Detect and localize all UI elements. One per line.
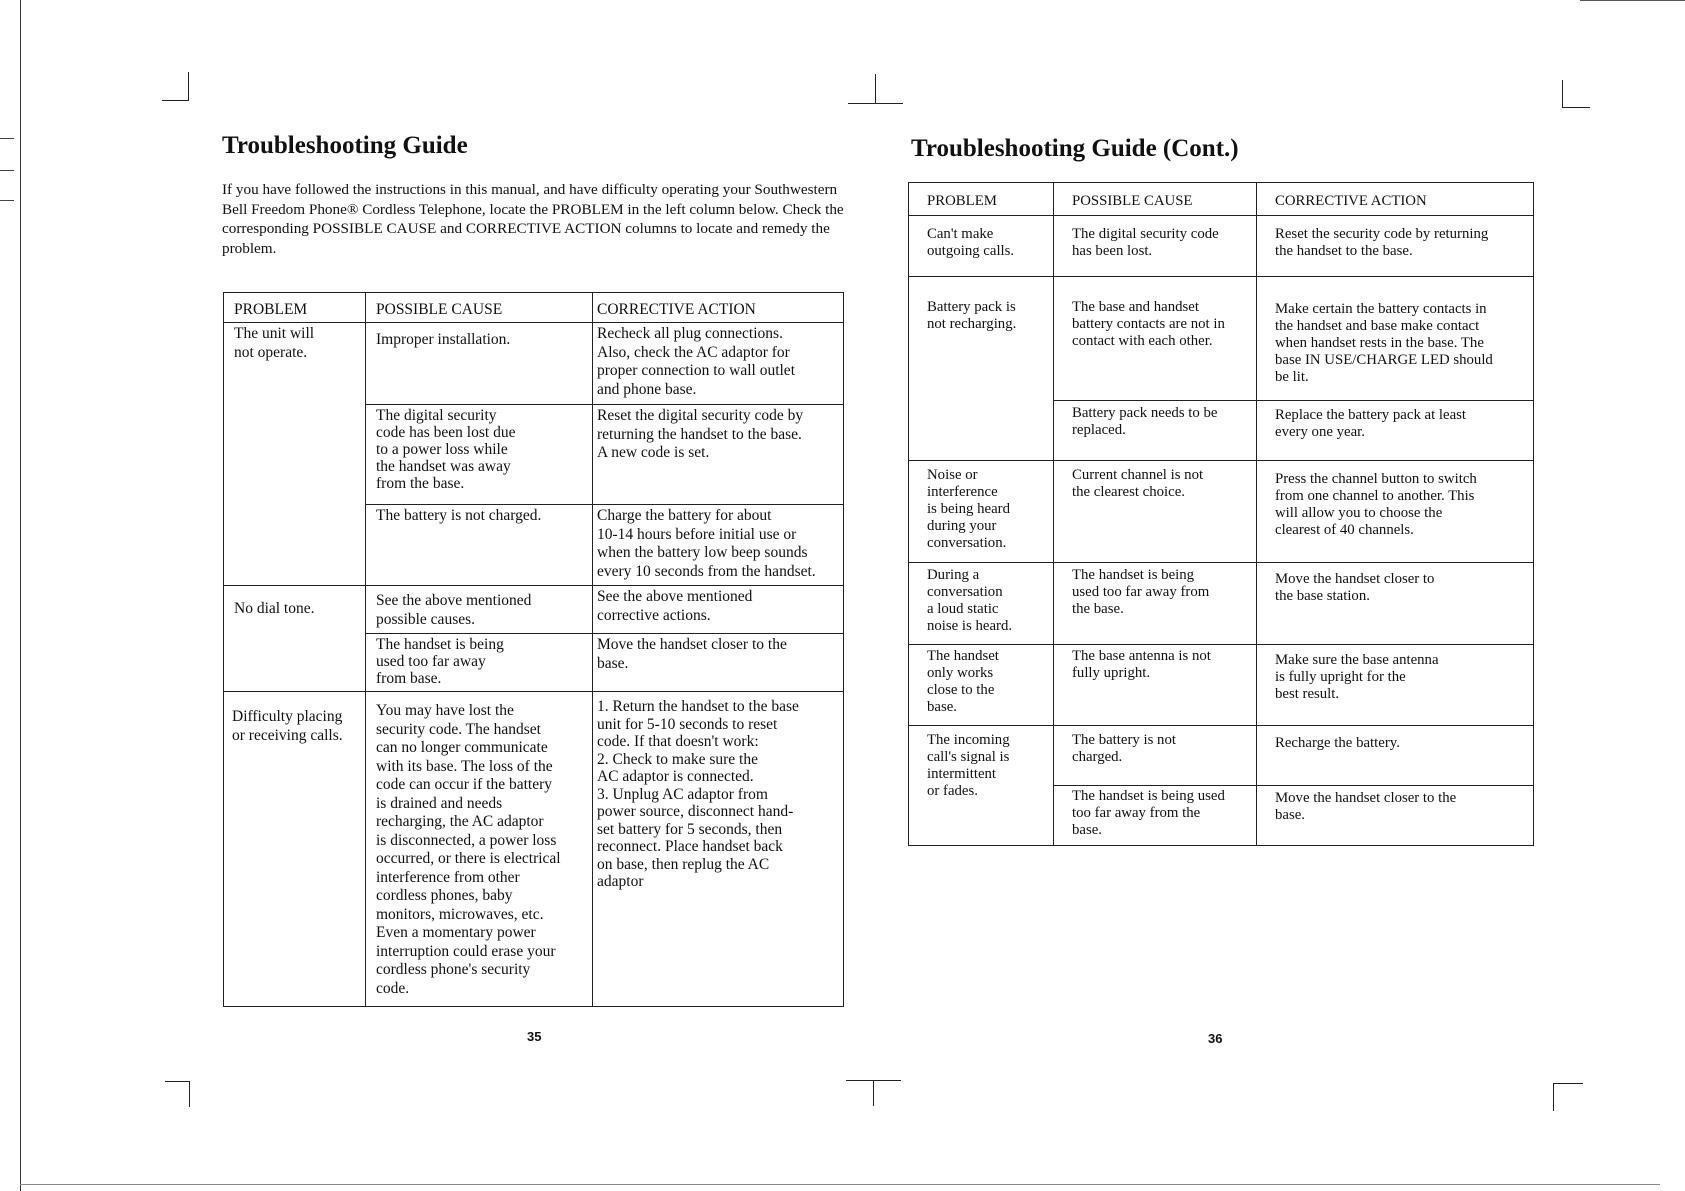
left-page-title: Troubleshooting Guide: [222, 132, 468, 159]
crop-mark: [1562, 80, 1563, 108]
header-problem: PROBLEM: [909, 183, 1054, 216]
cause-cell: The battery is not charged.: [1054, 726, 1257, 786]
table-row: [224, 692, 844, 1007]
cause-cell: The handset is being used too far away from the base.: [1054, 563, 1257, 645]
table-row: [224, 323, 844, 405]
problem-cell: No dial tone.: [224, 586, 366, 692]
header-corrective-action: CORRECTIVE ACTION: [593, 293, 844, 323]
table-row: [909, 563, 1534, 645]
cause-cell: Battery pack needs to be replaced.: [1054, 401, 1257, 461]
action-cell: Reset the digital security code by returning the handset to the base. A new code is set.: [593, 405, 844, 505]
problem-cell: Can't make outgoing calls.: [909, 216, 1054, 277]
action-cell: Make sure the base antenna is fully upright for the best result.: [1257, 645, 1534, 726]
crop-mark: [1553, 1083, 1583, 1084]
page-edge-line: [20, 0, 21, 1191]
problem-cell: During a conversation a loud static noise is heard.: [909, 563, 1054, 645]
scan-edge-line: [20, 1184, 1660, 1185]
action-cell: Make certain the battery contacts in the handset and base make contact when handset rests in the base. The base IN USE/CHARGE LED should be lit.: [1257, 277, 1534, 401]
problem-cell: The handset only works close to the base.: [909, 645, 1054, 726]
header-problem: PROBLEM: [224, 293, 366, 323]
table-row: [909, 461, 1534, 563]
header-possible-cause: POSSIBLE CAUSE: [366, 293, 593, 323]
table-row: [224, 586, 844, 634]
scan-tick: [0, 170, 14, 171]
cause-cell: The digital security code has been lost due to a power loss while the handset was away from the base.: [366, 405, 593, 505]
action-cell: Move the handset closer to the base.: [593, 634, 844, 692]
action-cell: Press the channel button to switch from one channel to another. This will allow you to choose the clearest of 40 channels.: [1257, 461, 1534, 563]
table-row: [909, 216, 1534, 277]
crop-mark: [165, 1081, 190, 1082]
crop-mark: [189, 1081, 190, 1107]
action-cell: Move the handset closer to the base station.: [1257, 563, 1534, 645]
crop-mark: [162, 100, 189, 101]
page-number-right: 36: [1208, 1031, 1223, 1046]
problem-cell: The incoming call's signal is intermittent or fades.: [909, 726, 1054, 846]
cause-cell: Current channel is not the clearest choice.: [1054, 461, 1257, 563]
crop-mark: [1562, 107, 1590, 108]
troubleshooting-table-right: [908, 182, 1534, 846]
cause-cell: The battery is not charged.: [366, 505, 593, 586]
crop-mark: [875, 74, 876, 104]
troubleshooting-table-left: [223, 292, 844, 1007]
right-page-title: Troubleshooting Guide (Cont.): [911, 135, 1239, 162]
cause-cell: You may have lost the security code. The handset can no longer communicate with its base. The loss of the code can occur if the battery is drained and needs recharging, the AC adaptor is disconnected, a power loss occurred, or there is electrical interference from other cordless phones, baby monitors, microwaves, etc. Even a momentary power interruption could erase your cordless phone's security code.: [366, 692, 593, 1007]
action-cell: Move the handset closer to the base.: [1257, 786, 1534, 846]
scan-tick: [0, 138, 14, 139]
table-header-row: [224, 293, 844, 323]
cause-cell: The base antenna is not fully upright.: [1054, 645, 1257, 726]
table-header-row: [909, 183, 1534, 216]
cause-cell: See the above mentioned possible causes.: [366, 586, 593, 634]
action-cell: Recheck all plug connections. Also, check the AC adaptor for proper connection to wall outlet and phone base.: [593, 323, 844, 405]
action-cell: Replace the battery pack at least every one year.: [1257, 401, 1534, 461]
cause-cell: Improper installation.: [366, 323, 593, 405]
scan-tick: [0, 200, 14, 201]
cause-cell: The digital security code has been lost.: [1054, 216, 1257, 277]
action-cell: Reset the security code by returning the handset to the base.: [1257, 216, 1534, 277]
action-cell: 1. Return the handset to the base unit for 5-10 seconds to reset code. If that doesn't work: 2. Check to make sure the AC adaptor is connected. 3. Unplug AC adaptor from power source, disconnect hand- set battery for 5 seconds, then reconnect. Place handset back on base, then replug the AC adaptor: [593, 692, 844, 1007]
crop-mark: [1553, 1083, 1554, 1111]
header-possible-cause: POSSIBLE CAUSE: [1054, 183, 1257, 216]
cause-cell: The base and handset battery contacts are not in contact with each other.: [1054, 277, 1257, 401]
table-row: [909, 645, 1534, 726]
problem-cell: Difficulty placing or receiving calls.: [224, 692, 366, 1007]
page-edge-line-top: [1580, 0, 1685, 1]
action-cell: Charge the battery for about 10-14 hours before initial use or when the battery low beep sounds every 10 seconds from the handset.: [593, 505, 844, 586]
table-row: [909, 726, 1534, 786]
cause-cell: The handset is being used too far away from the base.: [1054, 786, 1257, 846]
problem-cell: Noise or interference is being heard during your conversation.: [909, 461, 1054, 563]
crop-mark: [188, 72, 189, 101]
page-number-left: 35: [527, 1029, 542, 1044]
cause-cell: The handset is being used too far away from base.: [366, 634, 593, 692]
problem-cell: Battery pack is not recharging.: [909, 277, 1054, 461]
intro-paragraph: If you have followed the instructions in this manual, and have difficulty operating your Southwestern Bell Freedom Phone® Cordless Telephone, locate the PROBLEM in the left column below. Check the corresponding POSSIBLE CAUSE and CORRECTIVE ACTION columns to locate and remedy the problem.: [222, 181, 844, 257]
action-cell: See the above mentioned corrective actions.: [593, 586, 844, 634]
header-corrective-action: CORRECTIVE ACTION: [1257, 183, 1534, 216]
table-row: [909, 277, 1534, 401]
crop-mark: [873, 1080, 874, 1106]
problem-cell: The unit will not operate.: [224, 323, 366, 586]
action-cell: Recharge the battery.: [1257, 726, 1534, 786]
